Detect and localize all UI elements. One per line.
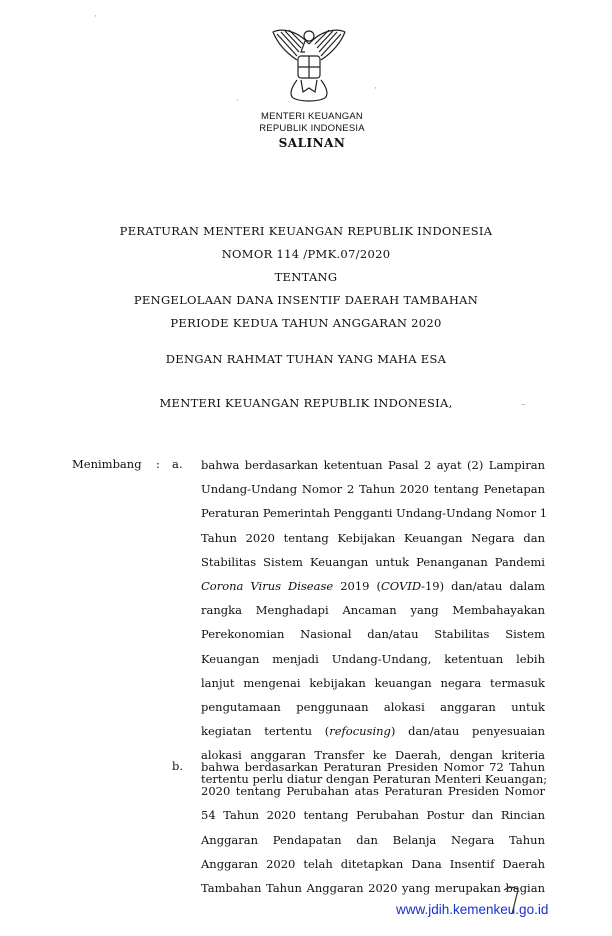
regulation-subject-line1: PENGELOLAAN DANA INSENTIF DAERAH TAMBAHAN [133, 293, 479, 307]
consideration-a-line: bahwa berdasarkan ketentuan Pasal 2 ayat (2) Lampiran [201, 458, 545, 472]
regulation-title: PERATURAN MENTERI KEUANGAN REPUBLIK INDONESIA [119, 224, 493, 238]
consideration-a-line: Keuangan menjadi Undang-Undang, ketentuan lebih [201, 651, 545, 666]
consideration-a-line: rangka Menghadapi Ancaman yang Membahayakan [201, 603, 545, 618]
consideration-a-line: tertentu perlu diatur dengan Peraturan Menteri Keuangan; [201, 772, 548, 787]
copy-label: SALINAN [278, 136, 346, 150]
scan-speck: · [94, 12, 97, 22]
invocation: DENGAN RAHMAT TUHAN YANG MAHA ESA [165, 352, 447, 366]
item-b-marker: b. [172, 759, 184, 773]
scan-speck: · [236, 96, 239, 106]
considering-label: Menimbang [72, 457, 142, 471]
consideration-a-line: alokasi anggaran Transfer ke Daerah, dengan kriteria [201, 748, 545, 763]
consideration-b-line: Tambahan Tahun Anggaran 2020 yang merupakan bagian [201, 880, 545, 895]
item-a-marker: a. [172, 457, 183, 471]
consideration-b-line: 2020 tentang Perubahan atas Peraturan Presiden Nomor [201, 784, 545, 799]
consideration-a-line: pengutamaan penggunaan alokasi anggaran untuk [201, 699, 545, 714]
regulation-subject-line2: PERIODE KEDUA TAHUN ANGGARAN 2020 [170, 316, 442, 330]
considering-colon: : [156, 457, 160, 471]
consideration-a-line: Tahun 2020 tentang Kebijakan Keuangan Negara dan [201, 530, 545, 545]
scan-speck: · [374, 84, 377, 94]
consideration-a-line: Stabilitas Sistem Keuangan untuk Penanganan Pandemi [201, 554, 545, 569]
website-link[interactable]: www.jdih.kemenkeu.go.id [396, 902, 549, 917]
consideration-a-line: Corona Virus Disease 2019 (COVID-19) dan/atau dalam [201, 578, 545, 593]
consideration-a [201, 453, 548, 792]
scan-speck: – [521, 400, 526, 410]
consideration-a-line: Perekonomian Nasional dan/atau Stabilitas Sistem [201, 627, 545, 642]
consideration-b-line: Anggaran 2020 telah ditetapkan Dana Insentif Daerah [201, 856, 545, 871]
consideration-a-line: Undang-Undang Nomor 2 Tahun 2020 tentang Penetapan [201, 482, 545, 497]
consideration-b-line: Anggaran Pendapatan dan Belanja Negara Tahun [201, 832, 545, 847]
institution-country: REPUBLIK INDONESIA [259, 123, 365, 134]
consideration-b-line: 54 Tahun 2020 tentang Perubahan Postur dan Rincian [201, 808, 545, 823]
consideration-b-line: bahwa berdasarkan Peraturan Presiden Nomor 72 Tahun [201, 760, 545, 774]
institution-name: MENTERI KEUANGAN [261, 111, 363, 122]
regulation-number: NOMOR 114 /PMK.07/2020 [221, 247, 391, 261]
consideration-a-line: Peraturan Pemerintah Pengganti Undang-Undang Nomor 1 [201, 506, 548, 521]
consideration-a-line: kegiatan tertentu (refocusing) dan/atau penyesuaian [201, 724, 545, 739]
garuda-emblem [267, 22, 351, 106]
consideration-a-line: lanjut mengenai kebijakan keuangan negara termasuk [201, 675, 545, 690]
consideration-b [201, 755, 548, 900]
regulation-about: TENTANG [274, 270, 338, 284]
minister-heading: MENTERI KEUANGAN REPUBLIK INDONESIA, [159, 396, 453, 410]
